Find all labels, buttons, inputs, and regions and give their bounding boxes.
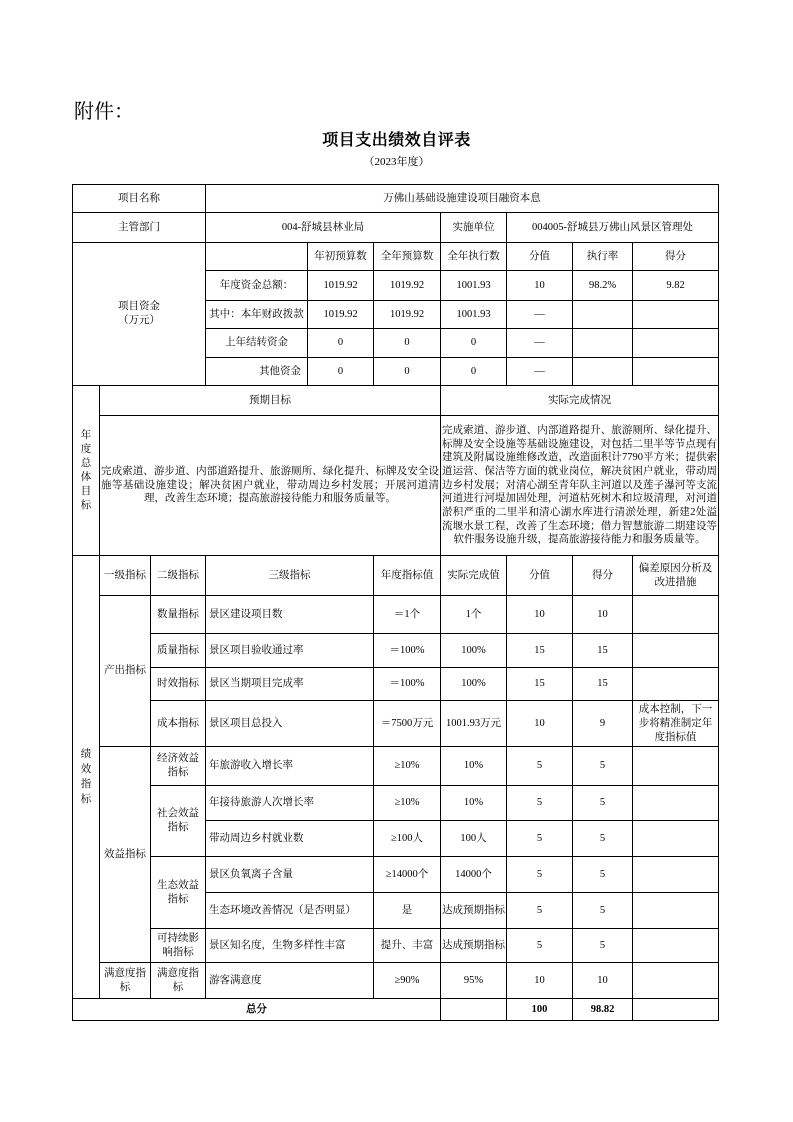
score-cell: 5	[573, 857, 633, 893]
header-score: 得分	[573, 556, 633, 596]
target-cell: ＝100%	[374, 668, 441, 701]
deviation-cell-empty	[633, 747, 719, 786]
funds-row-weight: —	[507, 329, 573, 358]
actual-cell: 达成预期指标	[441, 893, 507, 929]
score-cell: 5	[573, 893, 633, 929]
funds-row-annual-budget: 0	[374, 358, 441, 386]
actual-cell: 95%	[441, 963, 507, 999]
actual-cell: 14000个	[441, 857, 507, 893]
department-value: 004-舒城县林业局	[206, 213, 441, 243]
deviation-cell-empty	[633, 893, 719, 929]
target-cell: ＝7500万元	[374, 701, 441, 747]
weight-cell: 5	[507, 929, 573, 963]
goals-section-label	[73, 386, 100, 556]
funds-header-row	[73, 243, 719, 271]
deviation-cell-empty	[633, 596, 719, 634]
weight-cell: 15	[507, 668, 573, 701]
total-weight: 100	[507, 999, 573, 1021]
score-cell: 15	[573, 634, 633, 668]
funds-row-label: 其中：本年财政拨款	[206, 301, 308, 329]
table-row	[73, 596, 719, 634]
actual-cell: 100人	[441, 821, 507, 857]
level3-cell: 游客满意度	[206, 963, 374, 999]
deviation-cell: 成本控制，下一步将精准制定年度指标值	[633, 701, 719, 747]
funds-row-weight: —	[507, 301, 573, 329]
funds-row-weight: 10	[507, 271, 573, 301]
header-weight: 分值	[507, 556, 573, 596]
score-cell: 10	[573, 596, 633, 634]
actual-cell: 100%	[441, 668, 507, 701]
total-label: 总分	[73, 999, 441, 1021]
actual-cell: 达成预期指标	[441, 929, 507, 963]
funds-label-line1: 项目资金	[118, 301, 160, 312]
score-cell: 5	[573, 747, 633, 786]
funds-row-score-empty	[633, 329, 719, 358]
goals-section-label-text: 年度总体目标	[80, 429, 92, 511]
weight-cell: 5	[507, 747, 573, 786]
table-row	[73, 634, 719, 668]
funds-row-execution-rate-empty	[573, 329, 633, 358]
level3-cell: 景区知名度，生物多样性丰富	[206, 929, 374, 963]
department-label: 主管部门	[73, 213, 206, 243]
header-target: 年度指标值	[374, 556, 441, 596]
weight-cell: 10	[507, 596, 573, 634]
target-cell: ≥14000个	[374, 857, 441, 893]
funds-header-annual-budget: 全年预算数	[374, 243, 441, 271]
funds-header-blank	[206, 243, 308, 271]
actual-goal-header: 实际完成情况	[441, 386, 719, 416]
performance-evaluation-table	[72, 184, 719, 1021]
actual-cell: 100%	[441, 634, 507, 668]
table-row	[73, 701, 719, 747]
level2-satisfaction: 满意度指标	[151, 963, 206, 999]
indicators-section-label-text: 绩效指标	[80, 749, 92, 805]
funds-header-weight: 分值	[507, 243, 573, 271]
indicators-section-label	[73, 556, 100, 999]
expected-goal-header: 预期目标	[100, 386, 441, 416]
weight-cell: 10	[507, 963, 573, 999]
attachment-label: 附件：	[74, 101, 134, 123]
weight-cell: 5	[507, 786, 573, 821]
header-level2: 二级指标	[151, 556, 206, 596]
goals-content-row	[73, 416, 719, 556]
funds-row-annual-executed: 0	[441, 358, 507, 386]
actual-goal-text: 完成索道、游步道、内部道路提升、旅游厕所、绿化提升、标牌及安全设施等基础设施建设，对包括二里半等节点现有建筑及附属设施维修改造，改造面积计7790平方米；提供索道运营、保洁等方面的就业岗位，解决贫困户就业，带动周边乡村发展；对清心湖至青年队主河道以及莲子瀑河等支流河道进行河堤加固处理，河道枯死树木和垃圾清理，对河道淤积严重的二里半和清心湖水库进行清淤处理，新建2处溢流堰水景工程，改善了生态环境；借力智慧旅游二期建设等软件服务设施升级，提高旅游接待能力和服务质量等。	[441, 416, 719, 556]
level2-sustainable: 可持续影响指标	[151, 929, 206, 963]
deviation-cell-empty	[633, 634, 719, 668]
expected-goal-text: 完成索道、游步道、内部道路提升、旅游厕所、绿化提升、标牌及安全设施等基础设施建设；解决贫困户就业，带动周边乡村发展；开展河道清理，改善生态环境；提高旅游接待能力和服务质量等。	[100, 416, 441, 556]
total-blank	[441, 999, 507, 1021]
level3-cell: 景区建设项目数	[206, 596, 374, 634]
funds-row-annual-executed: 1001.93	[441, 301, 507, 329]
table-row	[73, 786, 719, 821]
implementing-unit-value: 004005-舒城县万佛山风景区管理处	[507, 213, 719, 243]
total-score: 98.82	[573, 999, 633, 1021]
header-actual: 实际完成值	[441, 556, 507, 596]
header-level3: 三级指标	[206, 556, 374, 596]
header-deviation: 偏差原因分析及改进措施	[633, 556, 719, 596]
funds-header-score: 得分	[633, 243, 719, 271]
level2-economic: 经济效益指标	[151, 747, 206, 786]
table-row	[73, 747, 719, 786]
header-level1: 一级指标	[100, 556, 151, 596]
level1-output: 产出指标	[100, 596, 151, 747]
level2-ecological: 生态效益指标	[151, 857, 206, 929]
funds-row-annual-budget: 1019.92	[374, 271, 441, 301]
funds-row-score-empty	[633, 301, 719, 329]
funds-row-annual-executed: 0	[441, 329, 507, 358]
funds-row-initial-budget: 1019.92	[308, 271, 374, 301]
target-cell: ＝100%	[374, 634, 441, 668]
score-cell: 5	[573, 786, 633, 821]
funds-row-initial-budget: 0	[308, 358, 374, 386]
funds-header-execution-rate: 执行率	[573, 243, 633, 271]
actual-cell: 1001.93万元	[441, 701, 507, 747]
actual-cell: 10%	[441, 786, 507, 821]
deviation-cell-empty	[633, 821, 719, 857]
deviation-cell-empty	[633, 786, 719, 821]
level3-cell: 年旅游收入增长率	[206, 747, 374, 786]
level2-social: 社会效益指标	[151, 786, 206, 857]
table-row	[73, 929, 719, 963]
total-row	[73, 999, 719, 1021]
goals-header-row	[73, 386, 719, 416]
actual-cell: 10%	[441, 747, 507, 786]
deviation-cell-empty	[633, 963, 719, 999]
score-cell: 9	[573, 701, 633, 747]
department-row	[73, 213, 719, 243]
level3-cell: 带动周边乡村就业数	[206, 821, 374, 857]
table-row	[73, 857, 719, 893]
funds-header-annual-executed: 全年执行数	[441, 243, 507, 271]
project-name-label: 项目名称	[73, 185, 206, 213]
funds-row-annual-executed: 1001.93	[441, 271, 507, 301]
funds-row-annual-budget: 1019.92	[374, 301, 441, 329]
target-cell: ＝1个	[374, 596, 441, 634]
weight-cell: 5	[507, 857, 573, 893]
weight-cell: 10	[507, 701, 573, 747]
score-cell: 15	[573, 668, 633, 701]
page-title: 项目支出绩效自评表	[322, 132, 471, 149]
funds-row-execution-rate-empty	[573, 301, 633, 329]
level2-cell: 成本指标	[151, 701, 206, 747]
deviation-cell-empty	[633, 929, 719, 963]
level2-cell: 数量指标	[151, 596, 206, 634]
table-row	[73, 963, 719, 999]
score-cell: 5	[573, 821, 633, 857]
level3-cell: 景区项目总投入	[206, 701, 374, 747]
funds-label	[73, 243, 206, 386]
deviation-cell-empty	[633, 857, 719, 893]
weight-cell: 15	[507, 634, 573, 668]
funds-row-execution-rate-empty	[573, 358, 633, 386]
level1-satisfaction: 满意度指标	[100, 963, 151, 999]
level3-cell: 景区项目验收通过率	[206, 634, 374, 668]
implementing-unit-label: 实施单位	[441, 213, 507, 243]
funds-row-score: 9.82	[633, 271, 719, 301]
project-name-row	[73, 185, 719, 213]
level3-cell: 年接待旅游人次增长率	[206, 786, 374, 821]
level2-cell: 质量指标	[151, 634, 206, 668]
score-cell: 5	[573, 929, 633, 963]
funds-row-weight: —	[507, 358, 573, 386]
funds-row-label: 其他资金	[206, 358, 308, 386]
funds-header-initial-budget: 年初预算数	[308, 243, 374, 271]
table-row	[73, 668, 719, 701]
weight-cell: 5	[507, 821, 573, 857]
deviation-cell-empty	[633, 668, 719, 701]
level2-cell: 时效指标	[151, 668, 206, 701]
target-cell: 提升、丰富	[374, 929, 441, 963]
weight-cell: 5	[507, 893, 573, 929]
level1-benefit: 效益指标	[100, 747, 151, 963]
funds-row-score-empty	[633, 358, 719, 386]
funds-row-label: 年度资金总额：	[206, 271, 308, 301]
page-subtitle: （2023年度）	[363, 156, 430, 168]
project-name-value: 万佛山基础设施建设项目融资本息	[206, 185, 719, 213]
target-cell: 是	[374, 893, 441, 929]
funds-label-line2: （万元）	[118, 315, 160, 326]
target-cell: ≥10%	[374, 747, 441, 786]
level3-cell: 生态环境改善情况（是否明显）	[206, 893, 374, 929]
actual-cell: 1个	[441, 596, 507, 634]
funds-row-initial-budget: 1019.92	[308, 301, 374, 329]
funds-row-execution-rate: 98.2%	[573, 271, 633, 301]
funds-row-annual-budget: 0	[374, 329, 441, 358]
level3-cell: 景区当期项目完成率	[206, 668, 374, 701]
level3-cell: 景区负氧离子含量	[206, 857, 374, 893]
target-cell: ≥10%	[374, 786, 441, 821]
target-cell: ≥90%	[374, 963, 441, 999]
funds-row-label: 上年结转资金	[206, 329, 308, 358]
target-cell: ≥100人	[374, 821, 441, 857]
funds-row-initial-budget: 0	[308, 329, 374, 358]
score-cell: 10	[573, 963, 633, 999]
total-deviation-empty	[633, 999, 719, 1021]
indicators-header-row	[73, 556, 719, 596]
